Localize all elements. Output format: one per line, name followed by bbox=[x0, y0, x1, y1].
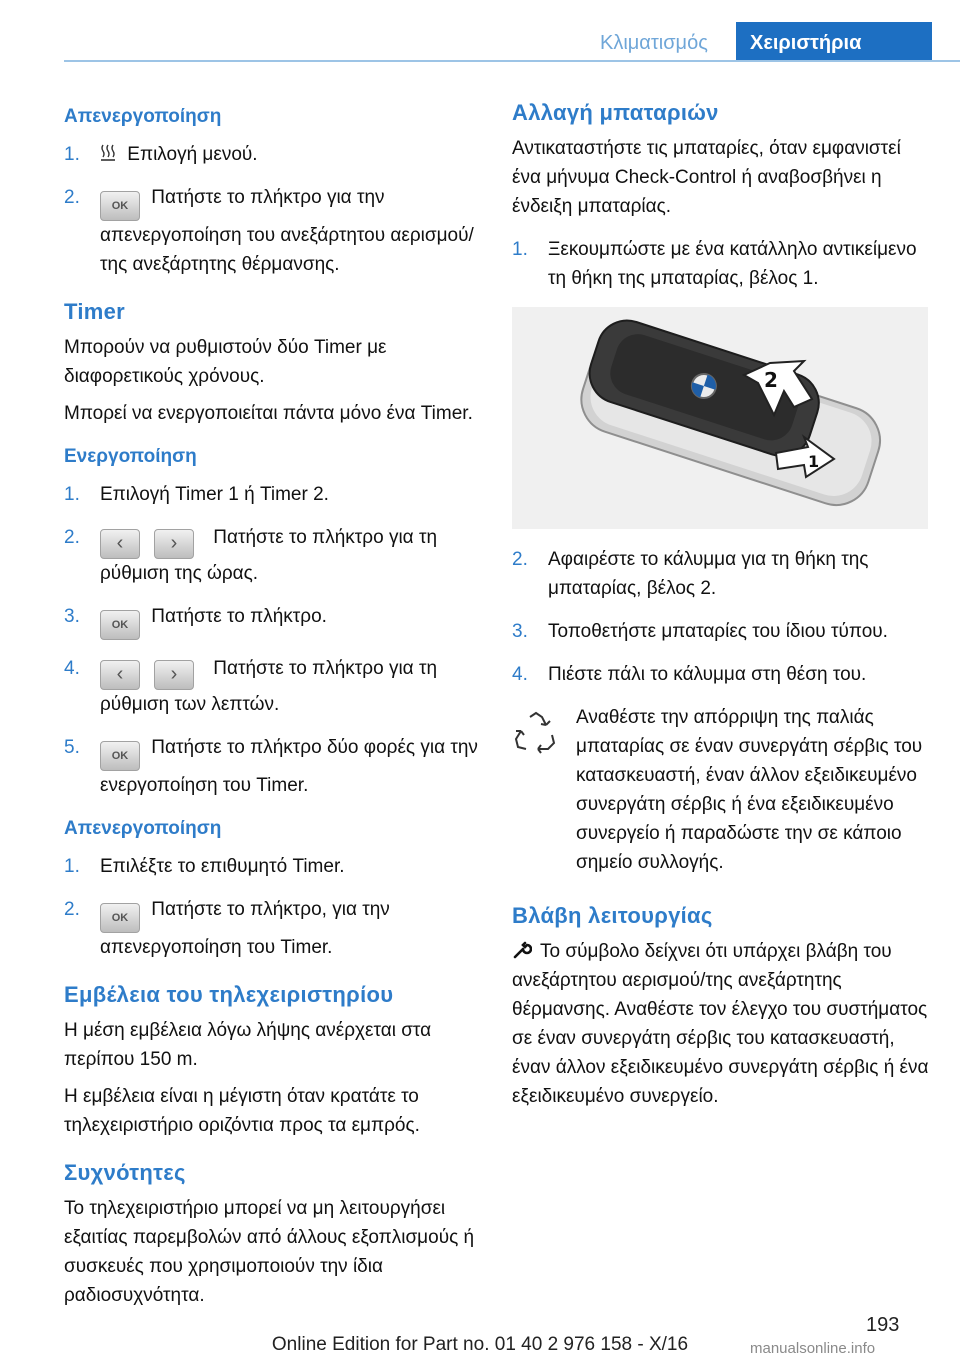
step-text: Πατήστε το πλήκτρο. bbox=[151, 606, 327, 627]
step-number: 3. bbox=[64, 606, 80, 627]
watermark: manualsonline.info bbox=[750, 1340, 876, 1357]
ok-button-icon: OK bbox=[100, 741, 140, 771]
recycling-note bbox=[512, 703, 932, 877]
tab-climate[interactable]: Κλιματισμός bbox=[600, 32, 708, 54]
step-number: 2. bbox=[512, 549, 528, 570]
chevron-right-icon: › bbox=[154, 529, 194, 559]
paragraph bbox=[512, 937, 932, 1111]
list-item bbox=[64, 523, 484, 588]
step-text: Πατήστε το πλήκτρο, για την απενεργοποίηση του Timer. bbox=[100, 899, 390, 958]
list-item bbox=[512, 235, 932, 293]
list-item bbox=[64, 733, 484, 800]
step-number: 4. bbox=[512, 664, 528, 685]
recycle-text: Αναθέστε την απόρριψη της παλιάς μπαταρίας σε έναν συνεργάτη σέρβις του κατασκευαστή, έναν άλλον εξειδικευμένο συνεργάτη σέρβις ή ένα εξειδικευμένο συνεργείο ή παραδώστε την σε κάποιο σημείο συλλογής. bbox=[576, 707, 923, 873]
list-item bbox=[512, 660, 932, 689]
list-item bbox=[512, 617, 932, 646]
paragraph: Μπορεί να ενεργοποιείται πάντα μόνο ένα Timer. bbox=[64, 403, 473, 424]
step-text: Αφαιρέστε το κάλυμμα για τη θήκη της μπαταρίας, βέλος 2. bbox=[548, 549, 869, 599]
ok-button-icon: OK bbox=[100, 191, 140, 221]
list-item bbox=[512, 545, 932, 603]
left-column bbox=[64, 100, 484, 1318]
edition-footer: Online Edition for Part no. 01 40 2 976 158 - X/16 bbox=[271, 1334, 689, 1355]
step-text: Ξεκουμπώστε με ένα κατάλληλο αντικείμενο τη θήκη της μπαταρίας, βέλος 1. bbox=[548, 239, 917, 289]
list-item bbox=[64, 895, 484, 962]
battery-heading: Αλλαγή μπαταριών bbox=[512, 100, 719, 125]
chevron-left-icon: ‹ bbox=[100, 660, 140, 690]
deactivation-heading: Απενεργοποίηση bbox=[64, 106, 222, 127]
paragraph: Μπορούν να ρυθμιστούν δύο Timer με διαφορετικούς χρόνους. bbox=[64, 337, 387, 387]
arrow-2-label: 2 bbox=[764, 368, 778, 392]
list-item bbox=[64, 654, 484, 719]
activation-steps bbox=[64, 480, 484, 800]
heating-menu-icon bbox=[100, 144, 116, 162]
step-number: 1. bbox=[64, 484, 80, 505]
paragraph: Η εμβέλεια είναι η μέγιστη όταν κρατάτε το τηλεχειριστήριο οριζόντια προς τα εμπρός. bbox=[64, 1086, 420, 1136]
battery-steps bbox=[512, 235, 932, 293]
step-text: Πατήστε το πλήκτρο για τη ρύθμιση των λεπτών. bbox=[100, 658, 438, 715]
list-item bbox=[64, 852, 484, 881]
wrench-icon bbox=[512, 940, 532, 960]
deactivation-steps bbox=[64, 852, 484, 962]
tab-controls[interactable]: Χειριστήρια bbox=[736, 22, 932, 62]
paragraph: Το τηλεχειριστήριο μπορεί να μη λειτουργήσει εξαιτίας παρεμβολών από άλλους εξοπλισμούς ή συσκευές που χρησιμοποιούν την ίδια ραδιοσυχνότητα. bbox=[64, 1198, 475, 1306]
paragraph: Αντικαταστήστε τις μπαταρίες, όταν εμφανιστεί ένα μήνυμα Check-Control ή αναβοσβήνει η ένδειξη μπαταρίας. bbox=[512, 138, 901, 217]
step-number: 2. bbox=[64, 899, 80, 920]
step-text: Επιλογή μενού. bbox=[127, 144, 258, 165]
page-number: 193 bbox=[866, 1314, 900, 1336]
step-number: 1. bbox=[64, 144, 80, 165]
step-number: 5. bbox=[64, 737, 80, 758]
battery-steps bbox=[512, 545, 932, 689]
deactivation-heading: Απενεργοποίηση bbox=[64, 818, 222, 839]
list-item bbox=[64, 140, 484, 169]
step-number: 1. bbox=[512, 239, 528, 260]
frequencies-heading: Συχνότητες bbox=[64, 1160, 186, 1185]
step-number: 1. bbox=[64, 856, 80, 877]
remote-control-photo bbox=[512, 307, 928, 529]
step-text: Πιέστε πάλι το κάλυμμα στη θέση του. bbox=[548, 664, 867, 685]
range-heading: Εμβέλεια του τηλεχειριστηρίου bbox=[64, 982, 394, 1007]
step-text: Επιλέξτε το επιθυμητό Timer. bbox=[100, 856, 345, 877]
step-text: Πατήστε το πλήκτρο δύο φορές για την ενεργοποίηση του Timer. bbox=[100, 737, 478, 796]
list-item bbox=[64, 183, 484, 279]
step-number: 3. bbox=[512, 621, 528, 642]
step-number: 4. bbox=[64, 658, 80, 679]
header-divider bbox=[64, 60, 960, 62]
step-text: Τοποθετήστε μπαταρίες του ίδιου τύπου. bbox=[548, 621, 888, 642]
list-item bbox=[64, 480, 484, 509]
step-text: Επιλογή Timer 1 ή Timer 2. bbox=[100, 484, 329, 505]
arrow-1-label: 1 bbox=[808, 452, 820, 471]
step-text: Πατήστε το πλήκτρο για την απενεργοποίηση του ανεξάρτητου αερισμού/της ανεξάρτητης θέρμανσης. bbox=[100, 187, 474, 275]
deactivation-steps bbox=[64, 140, 484, 279]
ok-button-icon: OK bbox=[100, 903, 140, 933]
list-item bbox=[64, 602, 484, 640]
ok-button-icon: OK bbox=[100, 610, 140, 640]
step-number: 2. bbox=[64, 187, 80, 208]
right-column bbox=[512, 100, 932, 1119]
step-number: 2. bbox=[64, 527, 80, 548]
malfunction-heading: Βλάβη λειτουργίας bbox=[512, 903, 713, 928]
activation-heading: Ενεργοποίηση bbox=[64, 446, 197, 467]
paragraph: Η μέση εμβέλεια λόγω λήψης ανέρχεται στα περίπου 150 m. bbox=[64, 1020, 432, 1070]
step-text: Πατήστε το πλήκτρο για τη ρύθμιση της ώρας. bbox=[100, 527, 438, 584]
chevron-left-icon: ‹ bbox=[100, 529, 140, 559]
recycle-icon bbox=[512, 709, 560, 757]
timer-heading: Timer bbox=[64, 299, 126, 324]
malfunction-text: Το σύμβολο δείχνει ότι υπάρχει βλάβη του ανεξάρτητου αερισμού/της ανεξάρτητης θέρμανσης. Αναθέστε τον έλεγχο του συστήματος σε έναν συνεργάτη σέρβις του κατασκευαστή, έναν άλλον εξειδικευμένο συνεργάτη σέρβις ή ένα εξειδικευμένο συνεργείο. bbox=[512, 941, 929, 1107]
chevron-right-icon: › bbox=[154, 660, 194, 690]
